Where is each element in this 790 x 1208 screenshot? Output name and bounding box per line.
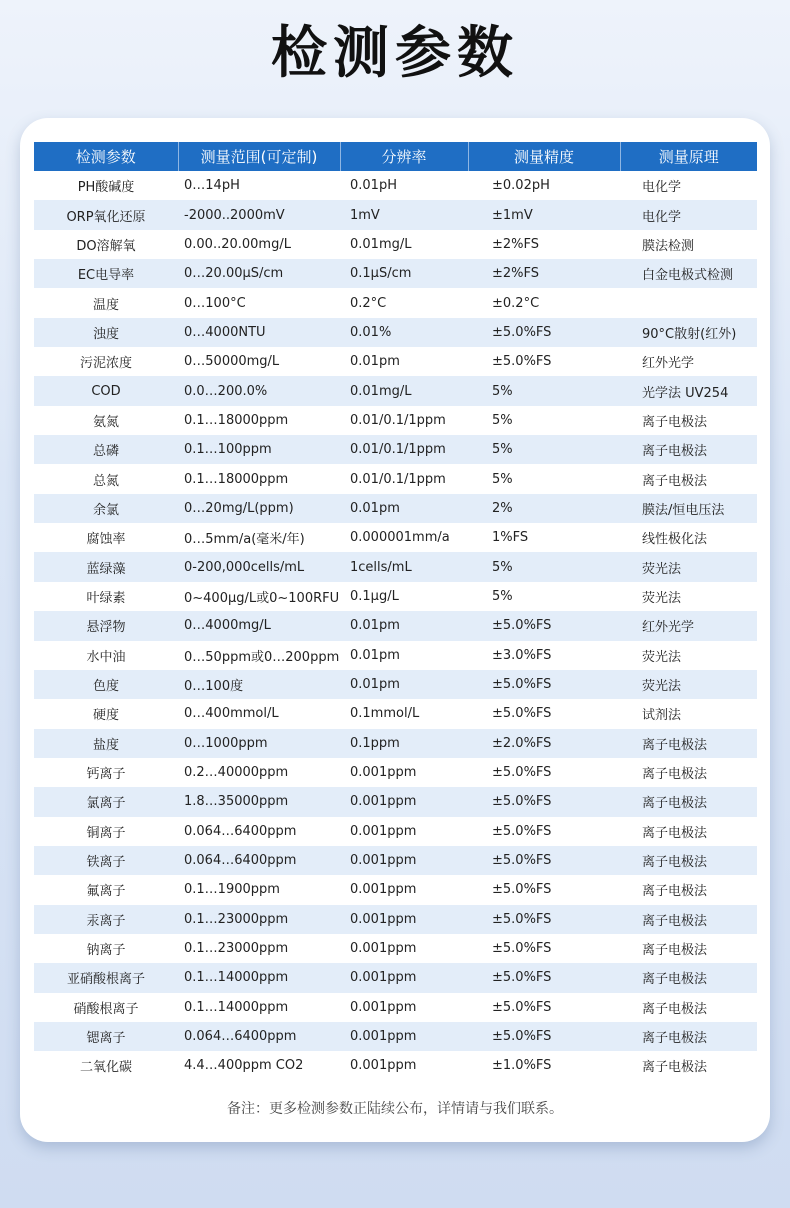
- cell-parameter: 水中油: [86, 649, 126, 665]
- cell-accuracy: ±5.0%FS: [468, 611, 620, 640]
- cell-accuracy: ±5.0%FS: [468, 963, 620, 992]
- cell-parameter: 浊度: [34, 318, 178, 347]
- table-row: [34, 435, 757, 464]
- cell-principle: 光学法 UV254: [620, 376, 757, 405]
- cell-parameter: 污泥浓度: [79, 356, 132, 372]
- cell-range: 4.4…400ppm CO2: [184, 1058, 304, 1074]
- table-row: [34, 406, 757, 435]
- spec-card: [20, 118, 770, 1142]
- cell-accuracy: ±5.0%FS: [468, 1022, 620, 1051]
- cell-principle: 白金电极式检测: [620, 259, 757, 288]
- cell-accuracy: ±5.0%FS: [468, 846, 620, 875]
- cell-principle: 离子电极法: [642, 943, 708, 959]
- cell-range: 0…4000NTU: [178, 318, 340, 347]
- table-row: [34, 963, 757, 992]
- table-row: [34, 171, 757, 200]
- cell-parameter: 二氧化碳: [79, 1060, 132, 1076]
- cell-principle: 膜法检测: [642, 238, 695, 254]
- cell-principle: 离子电极法: [620, 846, 757, 875]
- cell-range: 0.2…40000ppm: [184, 765, 289, 781]
- cell-resolution: 1cells/mL: [340, 552, 468, 581]
- cell-accuracy: ±0.02pH: [492, 178, 550, 194]
- cell-principle: 离子电极法: [620, 729, 757, 758]
- cell-resolution: 0.000001mm/a: [350, 530, 450, 546]
- cell-parameter: 温度: [92, 297, 119, 313]
- cell-principle: 90°C散射(红外): [620, 318, 757, 347]
- cell-parameter: 总磷: [34, 435, 178, 464]
- cell-principle: 离子电极法: [620, 905, 757, 934]
- table-row: [34, 641, 757, 670]
- table-row: [34, 1051, 757, 1080]
- spec-table: [34, 142, 757, 1081]
- cell-accuracy: ±5.0%FS: [492, 706, 552, 722]
- header-accuracy: 测量精度: [468, 142, 620, 171]
- cell-resolution: 0.1μg/L: [350, 588, 399, 604]
- table-row: [34, 464, 757, 493]
- cell-range: 0.064…6400ppm: [178, 1022, 340, 1051]
- cell-principle: 离子电极法: [620, 963, 757, 992]
- cell-parameter: COD: [34, 376, 178, 405]
- cell-principle: 线性极化法: [642, 532, 708, 548]
- cell-resolution: 0.001ppm: [350, 882, 417, 898]
- cell-resolution: 0.001ppm: [350, 765, 417, 781]
- cell-parameter: 色度: [34, 670, 178, 699]
- table-row: [34, 376, 757, 405]
- cell-principle: 离子电极法: [642, 1060, 708, 1076]
- cell-principle: 红外光学: [642, 356, 695, 372]
- cell-resolution: 0.01mg/L: [340, 376, 468, 405]
- table-row: [34, 934, 757, 963]
- table-row: [34, 875, 757, 904]
- cell-resolution: 0.01pm: [340, 611, 468, 640]
- table-row: [34, 699, 757, 728]
- table-header-row: [34, 142, 757, 171]
- table-row: [34, 905, 757, 934]
- header-principle: 测量原理: [620, 142, 757, 171]
- cell-range: 0.1…23000ppm: [178, 905, 340, 934]
- footnote: 备注：更多检测参数正陆续公布，详情请与我们联系。: [227, 1101, 563, 1117]
- cell-parameter: 铜离子: [86, 825, 126, 841]
- cell-parameter: 蓝绿藻: [34, 552, 178, 581]
- cell-parameter: 盐度: [34, 729, 178, 758]
- cell-range: 0.064…6400ppm: [184, 823, 297, 839]
- cell-accuracy: 5%: [468, 552, 620, 581]
- cell-parameter: 钠离子: [86, 943, 126, 959]
- cell-parameter: 氯离子: [34, 787, 178, 816]
- cell-range: 0.1…18000ppm: [184, 471, 289, 487]
- cell-accuracy: 5%: [492, 412, 513, 428]
- cell-principle: 离子电极法: [620, 1022, 757, 1051]
- table-row: [34, 582, 757, 611]
- cell-range: 0…50ppm或0…200ppm: [184, 649, 340, 665]
- cell-resolution: 0.01pH: [350, 178, 397, 194]
- cell-range: 0.1…100ppm: [178, 435, 340, 464]
- cell-parameter: 腐蚀率: [86, 532, 126, 548]
- header-resolution: 分辨率: [340, 142, 468, 171]
- cell-range: 0.1…14000ppm: [178, 963, 340, 992]
- cell-resolution: 0.01/0.1/1ppm: [350, 412, 446, 428]
- cell-accuracy: 5%: [492, 471, 513, 487]
- cell-resolution: 0.001ppm: [340, 1022, 468, 1051]
- cell-resolution: 0.001ppm: [340, 963, 468, 992]
- page-title: 检测参数: [271, 21, 519, 86]
- cell-parameter: PH酸碱度: [77, 180, 135, 196]
- cell-accuracy: ±5.0%FS: [492, 941, 552, 957]
- cell-accuracy: 5%: [492, 588, 513, 604]
- cell-range: 0.0…200.0%: [178, 376, 340, 405]
- cell-accuracy: ±3.0%FS: [492, 647, 552, 663]
- cell-principle: 离子电极法: [642, 473, 708, 489]
- cell-principle: 离子电极法: [642, 767, 708, 783]
- table-row: [34, 846, 757, 875]
- cell-resolution: 0.2°C: [350, 295, 387, 311]
- table-row: [34, 318, 757, 347]
- table-row: [34, 817, 757, 846]
- table-row: [34, 611, 757, 640]
- cell-resolution: 0.001ppm: [350, 941, 417, 957]
- table-row: [34, 259, 757, 288]
- cell-accuracy: ±1mV: [468, 200, 620, 229]
- cell-resolution: 0.001ppm: [340, 905, 468, 934]
- cell-principle: 膜法/恒电压法: [620, 494, 757, 523]
- cell-resolution: 0.01pm: [350, 354, 400, 370]
- cell-parameter: 钙离子: [86, 767, 126, 783]
- cell-principle: 电化学: [620, 200, 757, 229]
- cell-parameter: DO溶解氧: [76, 238, 136, 254]
- cell-resolution: 0.1ppm: [340, 729, 468, 758]
- table-row: [34, 758, 757, 787]
- cell-principle: [620, 288, 757, 317]
- cell-resolution: 0.001ppm: [350, 1058, 417, 1074]
- cell-parameter: 总氮: [92, 473, 119, 489]
- table-row: [34, 787, 757, 816]
- cell-principle: 离子电极法: [620, 787, 757, 816]
- cell-range: 0.1…14000ppm: [184, 999, 289, 1015]
- cell-range: 0.1…18000ppm: [184, 412, 289, 428]
- table-row: [34, 230, 757, 259]
- cell-accuracy: ±2.0%FS: [468, 729, 620, 758]
- cell-resolution: 0.01/0.1/1ppm: [340, 435, 468, 464]
- cell-accuracy: ±2%FS: [492, 236, 540, 252]
- cell-accuracy: 1%FS: [492, 530, 529, 546]
- table-row: [34, 347, 757, 376]
- cell-resolution: 0.01pm: [340, 494, 468, 523]
- table-row: [34, 288, 757, 317]
- cell-range: 0…20mg/L(ppm): [178, 494, 340, 523]
- cell-range: 0…100°C: [184, 295, 246, 311]
- cell-accuracy: ±5.0%FS: [468, 670, 620, 699]
- cell-range: 1.8…35000ppm: [178, 787, 340, 816]
- cell-principle: 离子电极法: [642, 825, 708, 841]
- cell-resolution: 0.001ppm: [340, 846, 468, 875]
- header-range: 测量范围(可定制): [178, 142, 340, 171]
- table-row: [34, 552, 757, 581]
- cell-resolution: 0.01mg/L: [350, 236, 412, 252]
- cell-range: 0…14pH: [184, 178, 240, 194]
- cell-parameter: ORP氧化还原: [34, 200, 178, 229]
- cell-resolution: 0.001ppm: [340, 787, 468, 816]
- cell-accuracy: 5%: [468, 376, 620, 405]
- cell-parameter: 锶离子: [34, 1022, 178, 1051]
- cell-range: 0.064…6400ppm: [178, 846, 340, 875]
- cell-parameter: EC电导率: [34, 259, 178, 288]
- cell-accuracy: ±5.0%FS: [468, 318, 620, 347]
- cell-range: 0.00..20.00mg/L: [184, 236, 291, 252]
- cell-parameter: 硝酸根离子: [73, 1001, 139, 1017]
- cell-parameter: 氟离子: [86, 884, 126, 900]
- cell-principle: 离子电极法: [642, 414, 708, 430]
- cell-range: -2000..2000mV: [178, 200, 340, 229]
- cell-range: 0-200,000cells/mL: [178, 552, 340, 581]
- cell-range: 0.1…1900ppm: [184, 882, 280, 898]
- cell-accuracy: ±5.0%FS: [492, 999, 552, 1015]
- cell-range: 0…4000mg/L: [178, 611, 340, 640]
- cell-accuracy: 5%: [468, 435, 620, 464]
- cell-parameter: 氨氮: [92, 414, 119, 430]
- cell-principle: 红外光学: [620, 611, 757, 640]
- cell-parameter: 余氯: [34, 494, 178, 523]
- cell-principle: 电化学: [642, 180, 682, 196]
- cell-accuracy: ±5.0%FS: [492, 882, 552, 898]
- cell-range: 0~400μg/L或0~100RFU: [184, 590, 340, 606]
- cell-resolution: 0.1mmol/L: [350, 706, 420, 722]
- cell-principle: 离子电极法: [642, 1001, 708, 1017]
- cell-resolution: 0.001ppm: [350, 823, 417, 839]
- table-row: [34, 729, 757, 758]
- cell-range: 0…50000mg/L: [184, 354, 280, 370]
- table-row: [34, 523, 757, 552]
- table-row: [34, 494, 757, 523]
- cell-range: 0…5mm/a(毫米/年): [184, 532, 305, 548]
- cell-principle: 荧光法: [620, 552, 757, 581]
- table-row: [34, 200, 757, 229]
- cell-principle: 荧光法: [642, 590, 682, 606]
- cell-parameter: 悬浮物: [34, 611, 178, 640]
- cell-accuracy: ±5.0%FS: [492, 765, 552, 781]
- cell-accuracy: ±5.0%FS: [492, 354, 552, 370]
- cell-accuracy: ±1.0%FS: [492, 1058, 552, 1074]
- table-body: [34, 171, 757, 1081]
- cell-resolution: 1mV: [340, 200, 468, 229]
- cell-resolution: 0.01pm: [340, 670, 468, 699]
- cell-parameter: 硬度: [92, 708, 119, 724]
- cell-range: 0…20.00μS/cm: [178, 259, 340, 288]
- cell-parameter: 铁离子: [34, 846, 178, 875]
- cell-parameter: 汞离子: [34, 905, 178, 934]
- cell-principle: 试剂法: [642, 708, 682, 724]
- cell-principle: 离子电极法: [620, 435, 757, 464]
- header-parameter: 检测参数: [34, 142, 178, 171]
- cell-range: 0…100度: [178, 670, 340, 699]
- cell-principle: 荧光法: [642, 649, 682, 665]
- table-row: [34, 1022, 757, 1051]
- cell-resolution: 0.001ppm: [350, 999, 417, 1015]
- cell-principle: 荧光法: [620, 670, 757, 699]
- cell-resolution: 0.01/0.1/1ppm: [350, 471, 446, 487]
- cell-range: 0…400mmol/L: [184, 706, 279, 722]
- cell-accuracy: 2%: [468, 494, 620, 523]
- cell-accuracy: ±5.0%FS: [468, 787, 620, 816]
- cell-parameter: 叶绿素: [86, 590, 126, 606]
- cell-accuracy: ±0.2°C: [492, 295, 540, 311]
- cell-principle: 离子电极法: [642, 884, 708, 900]
- cell-resolution: 0.01%: [340, 318, 468, 347]
- cell-range: 0.1…23000ppm: [184, 941, 289, 957]
- table-row: [34, 993, 757, 1022]
- cell-resolution: 0.1μS/cm: [340, 259, 468, 288]
- cell-range: 0…1000ppm: [178, 729, 340, 758]
- cell-parameter: 亚硝酸根离子: [34, 963, 178, 992]
- cell-accuracy: ±5.0%FS: [492, 823, 552, 839]
- cell-accuracy: ±2%FS: [468, 259, 620, 288]
- cell-resolution: 0.01pm: [350, 647, 400, 663]
- cell-accuracy: ±5.0%FS: [468, 905, 620, 934]
- table-row: [34, 670, 757, 699]
